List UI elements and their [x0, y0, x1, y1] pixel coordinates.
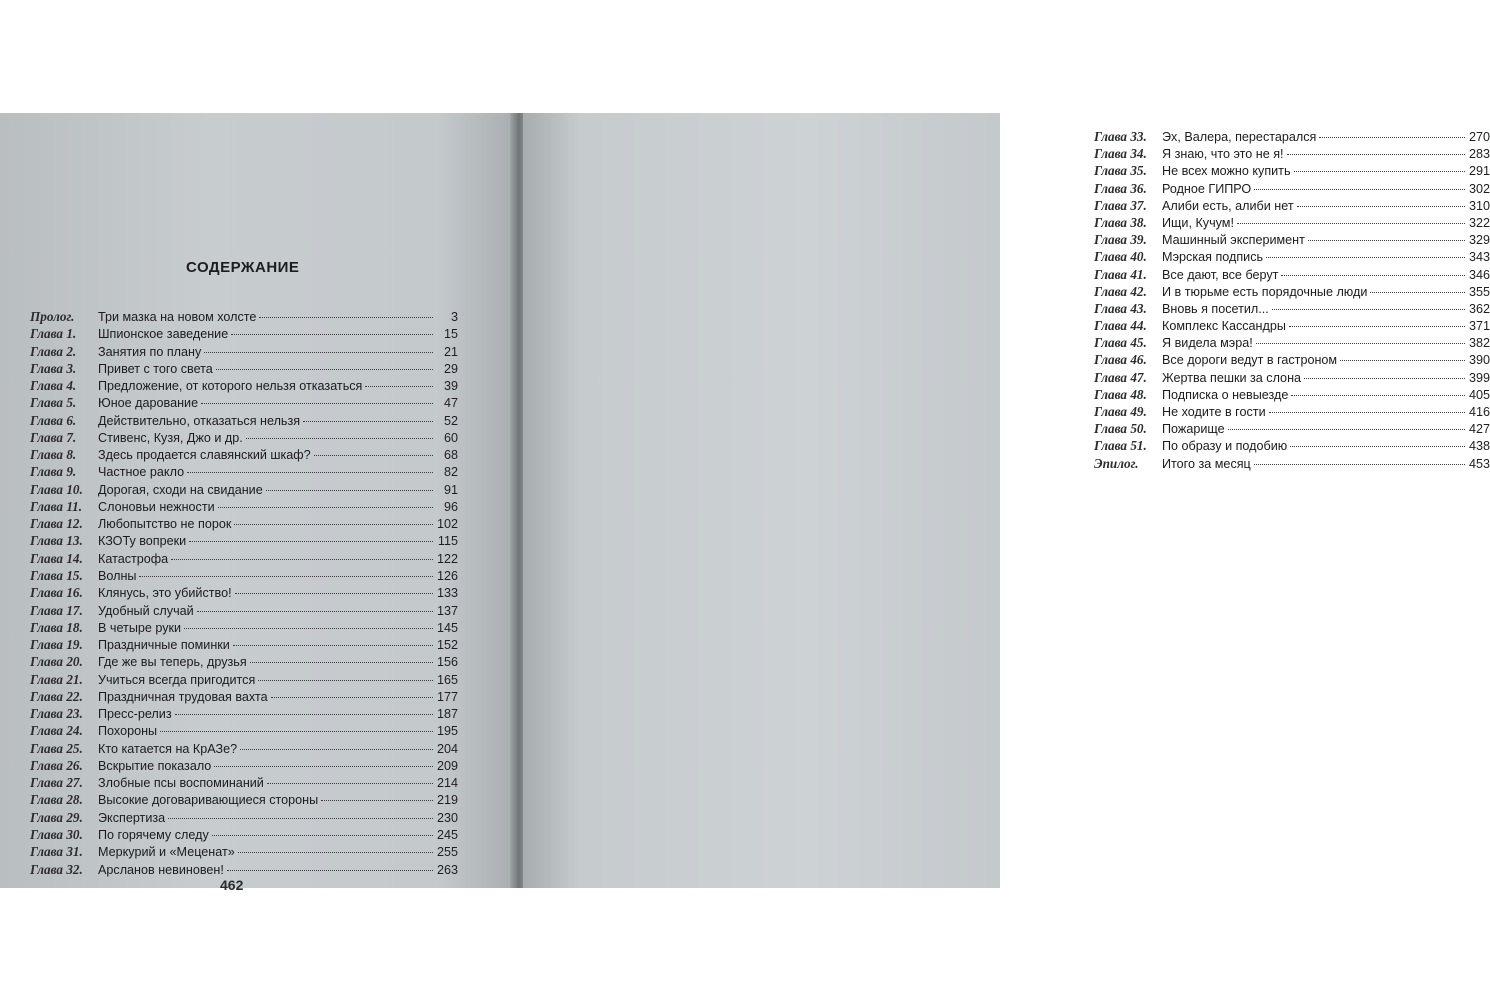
- toc-entry-page: 115: [437, 534, 458, 549]
- dot-leader: [218, 507, 433, 508]
- dot-leader: [1340, 360, 1465, 361]
- toc-entry-page: 453: [1468, 456, 1490, 471]
- dot-leader: [266, 490, 433, 491]
- toc-entry-title: Подписка о невыезде: [1162, 387, 1289, 402]
- toc-entry-label: Глава 47.: [1094, 369, 1147, 385]
- dot-leader: [1228, 429, 1465, 430]
- toc-entry-page: 122: [436, 551, 458, 566]
- toc-entry-label: Глава 34.: [1094, 146, 1147, 162]
- toc-entry: [1094, 334, 1490, 351]
- toc-entry-title: Эх, Валера, перестарался: [1162, 130, 1317, 144]
- toc-entry-title: Все дают, все берут: [1162, 267, 1279, 282]
- toc-entry-label: Глава 36.: [1094, 180, 1147, 196]
- toc-entry-title: Похороны: [98, 724, 158, 739]
- toc-entry: [1094, 248, 1490, 265]
- toc-entry-title: Три мазка на новом холсте: [98, 310, 257, 324]
- dot-leader: [231, 334, 433, 335]
- dot-leader: [1304, 378, 1465, 379]
- toc-entry: [30, 671, 458, 688]
- toc-entry-title: Высокие договаривающиеся стороны: [98, 793, 319, 808]
- toc-entry-label: Глава 2.: [30, 343, 77, 359]
- dot-leader: [321, 800, 433, 801]
- toc-entry-page: 214: [436, 776, 458, 791]
- dot-leader: [168, 818, 433, 819]
- toc-entry-label: Глава 16.: [30, 585, 83, 601]
- toc-entry-title: И в тюрьме есть порядочные люди: [1162, 284, 1368, 299]
- toc-entry-page: 329: [1468, 233, 1490, 248]
- toc-entry-page: 230: [436, 810, 458, 825]
- toc-entry-page: 68: [443, 448, 458, 463]
- toc-entry: [30, 343, 458, 360]
- toc-entry-label: Глава 15.: [30, 567, 83, 583]
- right-page: [523, 113, 1490, 888]
- toc-entry-page: 382: [1468, 336, 1490, 351]
- toc-entry: [1094, 283, 1490, 300]
- toc-entry-label: Глава 44.: [1094, 318, 1147, 334]
- toc-entry-title: Пожарище: [1162, 422, 1225, 437]
- toc-entry-title: Любопытство не порок: [98, 517, 232, 532]
- toc-entry-title: Итого за месяц: [1162, 456, 1251, 471]
- toc-entry: [30, 394, 458, 411]
- toc-entry-page: 343: [1468, 250, 1490, 265]
- toc-entry-label: Глава 3.: [30, 360, 77, 376]
- toc-entry: [30, 412, 458, 429]
- toc-entry-title: Вскрытие показало: [98, 758, 212, 773]
- toc-entry-title: Ищи, Кучум!: [1162, 215, 1234, 230]
- dot-leader: [246, 438, 433, 439]
- toc-entry-label: Глава 49.: [1094, 404, 1147, 419]
- toc-entry: [1094, 455, 1490, 472]
- toc-entry-label: Глава 39.: [1094, 232, 1147, 248]
- toc-entry-title: Не всех можно купить: [1162, 164, 1291, 179]
- toc-entry-label: Глава 9.: [30, 464, 77, 480]
- toc-entry-title: По образу и подобию: [1162, 439, 1288, 454]
- toc-entry-title: Я знаю, что это не я!: [1162, 147, 1284, 162]
- toc-entry-title: Я видела мэра!: [1162, 336, 1253, 351]
- toc-entry-page: 29: [443, 361, 458, 376]
- toc-entry: [30, 584, 458, 601]
- toc-entry-title: Пресс-релиз: [98, 707, 172, 722]
- toc-entry-label: Эпилог.: [1094, 455, 1139, 471]
- toc-entry: [30, 636, 458, 653]
- toc-entry: [1094, 403, 1490, 420]
- toc-entry-title: Дорогая, сходи на свидание: [98, 482, 263, 497]
- toc-entry: [1094, 351, 1490, 368]
- toc-entry-label: Глава 22.: [30, 688, 83, 704]
- toc-entry-label: Глава 11.: [30, 498, 83, 514]
- dot-leader: [171, 559, 433, 560]
- toc-entry-page: 283: [1468, 147, 1490, 162]
- toc-entry: [30, 515, 458, 532]
- toc-entry: [1094, 420, 1490, 437]
- toc-entry-label: Глава 46.: [1094, 352, 1147, 368]
- toc-entry-title: Здесь продается славянский шкаф?: [98, 448, 311, 463]
- toc-entry-page: 195: [436, 724, 458, 739]
- toc-entry-title: Частное ракло: [98, 465, 185, 480]
- dot-leader: [1290, 446, 1465, 447]
- toc-entry-label: Глава 50.: [1094, 421, 1147, 437]
- dot-leader: [201, 403, 433, 404]
- dot-leader: [160, 731, 433, 732]
- dot-leader: [250, 662, 433, 663]
- toc-entry-title: Слоновьи нежности: [98, 499, 215, 514]
- dot-leader: [214, 766, 433, 767]
- toc-entry-label: Глава 18.: [30, 619, 83, 635]
- toc-entry-page: 133: [436, 586, 458, 601]
- dot-leader: [258, 680, 433, 681]
- toc-entry-title: Клянусь, это убийство!: [98, 586, 232, 601]
- dot-leader: [259, 317, 433, 318]
- toc-entry-label: Глава 21.: [30, 671, 83, 687]
- left-page: [0, 113, 515, 893]
- toc-entry-label: Глава 30.: [30, 826, 83, 842]
- toc-entry-label: Глава 6.: [30, 412, 77, 428]
- toc-entry-label: Глава 27.: [30, 775, 83, 791]
- toc-entry-title: По горячему следу: [98, 827, 209, 842]
- toc-entry-page: 270: [1468, 130, 1490, 144]
- dot-leader: [238, 852, 433, 853]
- dot-leader: [175, 714, 433, 715]
- toc-entry-title: Шпионское заведение: [98, 327, 229, 342]
- toc-entry-page: 152: [436, 638, 458, 653]
- toc-entry-title: Не ходите в гости: [1162, 405, 1266, 419]
- toc-entry-page: 91: [443, 482, 458, 497]
- toc-entry-title: Алиби есть, алиби нет: [1162, 198, 1294, 213]
- toc-entry-label: Глава 13.: [30, 533, 83, 549]
- toc-entry-label: Глава 4.: [30, 378, 77, 394]
- dot-leader: [227, 870, 433, 871]
- toc-entry-title: Праздничные поминки: [98, 638, 230, 653]
- toc-entry: [30, 791, 458, 808]
- toc-entry-page: 302: [1468, 181, 1490, 196]
- toc-entry: [30, 757, 458, 774]
- dot-leader: [1291, 395, 1465, 396]
- toc-entry-page: 204: [436, 741, 458, 756]
- toc-entry-page: 96: [443, 499, 458, 514]
- toc-entry-title: Юное дарование: [98, 396, 199, 411]
- toc-entry-label: Глава 45.: [1094, 335, 1147, 351]
- toc-entry-title: Злобные псы воспоминаний: [98, 776, 264, 791]
- dot-leader: [1294, 171, 1465, 172]
- toc-entry: [30, 463, 458, 480]
- toc-entry-label: Глава 32.: [30, 861, 83, 877]
- toc-entry-title: Учиться всегда пригодится: [98, 672, 256, 687]
- toc-entry-page: 52: [443, 413, 458, 428]
- toc-entry-page: 209: [436, 758, 458, 773]
- toc-entry-label: Глава 28.: [30, 792, 83, 808]
- toc-entry-page: 145: [436, 620, 458, 635]
- toc-entry-label: Глава 42.: [1094, 283, 1147, 299]
- toc-entry-title: Арсланов невиновен!: [98, 862, 224, 877]
- toc-entry-label: Глава 29.: [30, 809, 83, 825]
- toc-entry-title: Экспертиза: [98, 810, 166, 825]
- toc-entry-label: Глава 5.: [30, 395, 77, 411]
- toc-entry-page: 390: [1468, 353, 1490, 368]
- toc-entry: [1094, 128, 1490, 145]
- toc-entry-label: Глава 26.: [30, 757, 83, 773]
- toc-entry-page: 322: [1468, 215, 1490, 230]
- toc-entry-page: 21: [443, 344, 458, 359]
- dot-leader: [365, 386, 433, 387]
- toc-entry: [1094, 231, 1490, 248]
- toc-entry: [1094, 162, 1490, 179]
- toc-entry-page: 355: [1468, 284, 1490, 299]
- dot-leader: [233, 645, 433, 646]
- toc-entry: [30, 550, 458, 567]
- dot-leader: [1319, 137, 1465, 138]
- toc-entry-page: 126: [436, 568, 458, 583]
- toc-entry-title: Родное ГИПРО: [1162, 181, 1252, 196]
- toc-entry-title: В четыре руки: [98, 620, 182, 635]
- toc-entry: [30, 481, 458, 498]
- toc-entry-page: 371: [1468, 319, 1490, 334]
- toc-entry: [30, 429, 458, 446]
- dot-leader: [1266, 257, 1465, 258]
- toc-entry-title: Волны: [98, 568, 137, 583]
- toc-entry-title: Удобный случай: [98, 603, 194, 618]
- dot-leader: [1281, 275, 1465, 276]
- dot-leader: [216, 369, 433, 370]
- toc-entry-page: 346: [1468, 267, 1490, 282]
- toc-entry-title: Привет с того света: [98, 361, 213, 376]
- dot-leader: [1287, 154, 1465, 155]
- toc-entry-label: Глава 41.: [1094, 266, 1147, 282]
- toc-entry-title: Вновь я посетил...: [1162, 301, 1269, 316]
- toc-entry: [30, 602, 458, 619]
- toc-entry-title: КЗОТу вопреки: [98, 534, 187, 549]
- toc-entry-page: 165: [436, 672, 458, 687]
- toc-entry: [30, 653, 458, 670]
- dot-leader: [197, 611, 433, 612]
- dot-leader: [1237, 223, 1465, 224]
- toc-entry-page: 39: [443, 379, 458, 394]
- toc-entry: [30, 861, 458, 878]
- toc-entry: [1094, 386, 1490, 403]
- toc-entry: [30, 619, 458, 636]
- toc-entry-label: Глава 35.: [1094, 163, 1147, 179]
- toc-entry: [30, 740, 458, 757]
- toc-entry: [30, 705, 458, 722]
- toc-entry: [30, 688, 458, 705]
- toc-entry-title: Праздничная трудовая вахта: [98, 689, 268, 704]
- toc-entry-page: 156: [436, 655, 458, 670]
- toc-entry-label: Глава 33.: [1094, 129, 1147, 144]
- toc-entry: [1094, 214, 1490, 231]
- toc-entry-page: 102: [436, 517, 458, 532]
- toc-entry: [30, 774, 458, 791]
- toc-entry-page: 187: [436, 707, 458, 722]
- toc-entry-page: 15: [443, 327, 458, 342]
- toc-entry-page: 399: [1468, 370, 1490, 385]
- dot-leader: [1269, 412, 1465, 413]
- dot-leader: [204, 352, 433, 353]
- toc-entry-title: Действительно, отказаться нельзя: [98, 413, 301, 428]
- toc-entry-page: 310: [1468, 198, 1490, 213]
- toc-entry-label: Глава 7.: [30, 429, 77, 445]
- page-number: 462: [220, 877, 244, 893]
- toc-entry: [1094, 266, 1490, 283]
- dot-leader: [1256, 343, 1465, 344]
- dot-leader: [314, 455, 433, 456]
- toc-entry: [30, 809, 458, 826]
- toc-entry: [30, 325, 458, 342]
- toc-list-right: [1094, 128, 1490, 472]
- toc-entry-page: 245: [436, 827, 458, 842]
- toc-entry-page: 263: [436, 862, 458, 877]
- toc-entry-label: Глава 20.: [30, 654, 83, 670]
- toc-entry-page: 137: [436, 603, 458, 618]
- toc-entry: [30, 722, 458, 739]
- toc-entry-page: 3: [450, 310, 458, 324]
- toc-entry-title: Занятия по плану: [98, 344, 202, 359]
- dot-leader: [1272, 309, 1465, 310]
- toc-entry-page: 177: [436, 689, 458, 704]
- dot-leader: [1308, 240, 1465, 241]
- dot-leader: [1297, 206, 1465, 207]
- toc-entry: [30, 360, 458, 377]
- toc-entry: [1094, 437, 1490, 454]
- toc-entry-page: 60: [443, 430, 458, 445]
- toc-entry-title: Меркурий и «Меценат»: [98, 845, 235, 860]
- toc-entry: [30, 826, 458, 843]
- toc-entry-title: Катастрофа: [98, 551, 169, 566]
- dot-leader: [271, 697, 433, 698]
- toc-entry-title: Жертва пешки за слона: [1162, 370, 1302, 385]
- toc-entry-label: Глава 17.: [30, 602, 83, 618]
- dot-leader: [235, 593, 433, 594]
- toc-entry: [1094, 145, 1490, 162]
- toc-entry-page: 405: [1468, 387, 1490, 402]
- toc-entry-label: Глава 37.: [1094, 197, 1147, 213]
- toc-entry-label: Глава 31.: [30, 844, 83, 860]
- toc-entry: [1094, 369, 1490, 386]
- toc-entry-title: Кто катается на КрАЗе?: [98, 741, 238, 756]
- toc-entry-title: Комплекс Кассандры: [1162, 319, 1286, 334]
- toc-entry-label: Глава 8.: [30, 447, 77, 463]
- toc-entry: [30, 446, 458, 463]
- toc-entry: [30, 532, 458, 549]
- dot-leader: [303, 421, 433, 422]
- toc-entry-title: Предложение, от которого нельзя отказаться: [98, 379, 363, 394]
- open-book: [0, 113, 1490, 893]
- dot-leader: [184, 628, 433, 629]
- toc-entry-label: Глава 24.: [30, 723, 83, 739]
- toc-entry-title: Стивенс, Кузя, Джо и др.: [98, 430, 243, 445]
- toc-entry-title: Мэрская подпись: [1162, 250, 1264, 265]
- toc-entry-label: Глава 1.: [30, 326, 77, 342]
- dot-leader: [139, 576, 433, 577]
- toc-entry-label: Глава 25.: [30, 740, 83, 756]
- toc-entry-label: Глава 23.: [30, 706, 83, 722]
- dot-leader: [187, 472, 433, 473]
- toc-heading: СОДЕРЖАНИЕ: [186, 259, 300, 276]
- toc-entry-label: Глава 40.: [1094, 249, 1147, 265]
- toc-entry-label: Глава 38.: [1094, 214, 1147, 230]
- dot-leader: [240, 749, 433, 750]
- toc-entry-page: 47: [443, 396, 458, 411]
- toc-entry: [30, 567, 458, 584]
- toc-entry-label: Глава 51.: [1094, 438, 1147, 454]
- toc-entry-title: Где же вы теперь, друзья: [98, 655, 247, 670]
- toc-entry-page: 416: [1468, 405, 1490, 419]
- toc-list-left: [30, 308, 458, 878]
- toc-entry-label: Глава 48.: [1094, 386, 1147, 402]
- toc-entry-page: 291: [1468, 164, 1490, 179]
- toc-entry-page: 255: [436, 845, 458, 860]
- toc-entry: [1094, 197, 1490, 214]
- toc-entry-page: 438: [1468, 439, 1490, 454]
- toc-entry-label: Глава 43.: [1094, 300, 1147, 316]
- toc-entry-page: 82: [443, 465, 458, 480]
- toc-entry: [30, 377, 458, 394]
- dot-leader: [212, 835, 433, 836]
- dot-leader: [1254, 189, 1465, 190]
- toc-entry-label: Глава 10.: [30, 481, 83, 497]
- dot-leader: [267, 783, 433, 784]
- toc-entry: [30, 498, 458, 515]
- toc-entry: [1094, 317, 1490, 334]
- toc-entry-page: 219: [436, 793, 458, 808]
- dot-leader: [189, 541, 433, 542]
- toc-entry-page: 362: [1468, 301, 1490, 316]
- dot-leader: [234, 524, 433, 525]
- toc-entry: [30, 843, 458, 860]
- toc-entry-label: Пролог.: [30, 309, 75, 324]
- dot-leader: [1370, 292, 1465, 293]
- toc-entry: [1094, 300, 1490, 317]
- toc-entry-title: Все дороги ведут в гастроном: [1162, 353, 1338, 368]
- toc-entry-label: Глава 12.: [30, 516, 83, 532]
- toc-entry-label: Глава 14.: [30, 550, 83, 566]
- dot-leader: [1289, 326, 1465, 327]
- toc-entry: [1094, 180, 1490, 197]
- toc-entry-label: Глава 19.: [30, 637, 83, 653]
- toc-entry-title: Машинный эксперимент: [1162, 233, 1305, 248]
- dot-leader: [1254, 464, 1465, 465]
- toc-entry-page: 427: [1468, 422, 1490, 437]
- toc-entry: [30, 308, 458, 325]
